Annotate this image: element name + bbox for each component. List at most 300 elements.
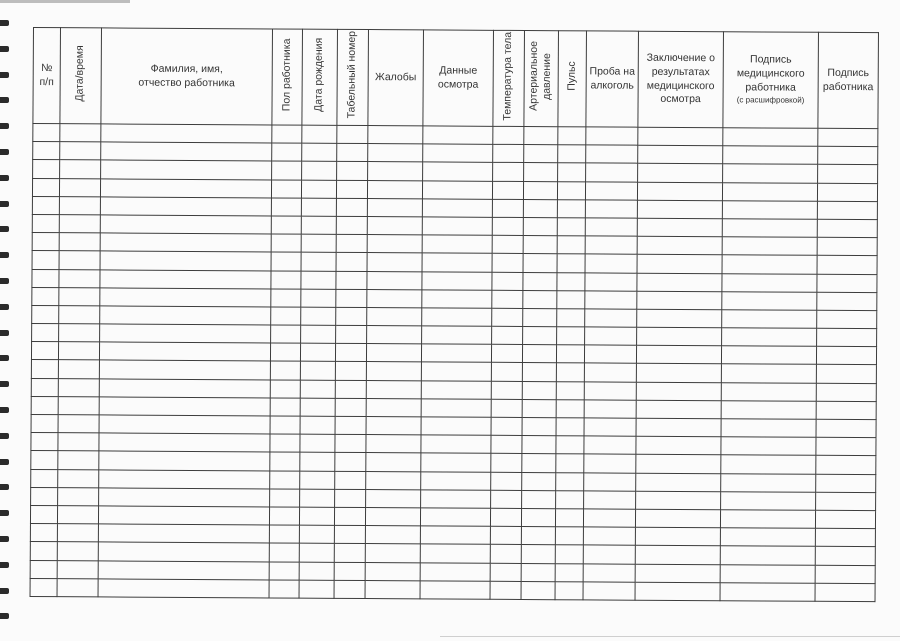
table-cell[interactable] bbox=[31, 396, 58, 414]
table-cell[interactable] bbox=[721, 382, 816, 401]
table-cell[interactable] bbox=[335, 489, 366, 507]
table-cell[interactable] bbox=[422, 199, 492, 218]
table-cell[interactable] bbox=[817, 328, 877, 347]
table-cell[interactable] bbox=[301, 271, 336, 289]
table-cell[interactable] bbox=[555, 563, 583, 581]
table-cell[interactable] bbox=[335, 435, 366, 453]
table-cell[interactable] bbox=[636, 418, 721, 437]
table-cell[interactable] bbox=[366, 362, 421, 381]
table-cell[interactable] bbox=[58, 469, 99, 487]
table-cell[interactable] bbox=[585, 327, 637, 346]
table-cell[interactable] bbox=[491, 381, 522, 399]
table-cell[interactable] bbox=[636, 491, 721, 510]
table-cell[interactable] bbox=[815, 528, 875, 547]
table-cell[interactable] bbox=[99, 342, 270, 361]
table-cell[interactable] bbox=[300, 489, 335, 507]
table-cell[interactable] bbox=[302, 162, 337, 180]
table-cell[interactable] bbox=[57, 578, 98, 596]
table-cell[interactable] bbox=[557, 272, 585, 290]
table-cell[interactable] bbox=[336, 325, 367, 343]
table-cell[interactable] bbox=[722, 328, 817, 347]
table-cell[interactable] bbox=[368, 162, 423, 181]
table-cell[interactable] bbox=[421, 344, 491, 363]
table-cell[interactable] bbox=[98, 579, 269, 598]
table-cell[interactable] bbox=[636, 473, 721, 492]
table-cell[interactable] bbox=[586, 127, 638, 146]
table-cell[interactable] bbox=[302, 143, 337, 161]
table-cell[interactable] bbox=[32, 233, 59, 251]
table-cell[interactable] bbox=[586, 145, 638, 164]
table-cell[interactable] bbox=[59, 196, 100, 214]
table-cell[interactable] bbox=[555, 509, 583, 527]
table-cell[interactable] bbox=[492, 217, 523, 235]
table-cell[interactable] bbox=[100, 306, 271, 325]
table-cell[interactable] bbox=[421, 417, 491, 436]
table-cell[interactable] bbox=[492, 254, 523, 272]
table-cell[interactable] bbox=[32, 214, 59, 232]
table-cell[interactable] bbox=[720, 564, 815, 583]
table-cell[interactable] bbox=[816, 419, 876, 438]
table-cell[interactable] bbox=[60, 142, 101, 160]
table-cell[interactable] bbox=[816, 456, 876, 475]
table-cell[interactable] bbox=[32, 269, 59, 287]
table-cell[interactable] bbox=[721, 455, 816, 474]
table-cell[interactable] bbox=[57, 524, 98, 542]
table-cell[interactable] bbox=[722, 182, 817, 201]
table-cell[interactable] bbox=[423, 144, 493, 163]
table-cell[interactable] bbox=[584, 363, 636, 382]
table-cell[interactable] bbox=[815, 510, 875, 529]
table-cell[interactable] bbox=[585, 254, 637, 273]
table-cell[interactable] bbox=[584, 472, 636, 491]
table-cell[interactable] bbox=[817, 219, 877, 238]
table-cell[interactable] bbox=[817, 274, 877, 293]
table-cell[interactable] bbox=[583, 527, 635, 546]
table-cell[interactable] bbox=[636, 382, 721, 401]
table-cell[interactable] bbox=[492, 235, 523, 253]
table-cell[interactable] bbox=[522, 472, 556, 490]
table-cell[interactable] bbox=[636, 364, 721, 383]
table-cell[interactable] bbox=[335, 416, 366, 434]
table-cell[interactable] bbox=[816, 401, 876, 420]
table-cell[interactable] bbox=[523, 272, 557, 290]
table-cell[interactable] bbox=[335, 362, 366, 380]
table-cell[interactable] bbox=[583, 509, 635, 528]
table-cell[interactable] bbox=[334, 544, 365, 562]
table-cell[interactable] bbox=[521, 508, 555, 526]
table-cell[interactable] bbox=[60, 124, 101, 142]
table-cell[interactable] bbox=[586, 163, 638, 182]
table-cell[interactable] bbox=[367, 253, 422, 272]
table-cell[interactable] bbox=[524, 145, 558, 163]
table-cell[interactable] bbox=[272, 125, 302, 143]
table-cell[interactable] bbox=[335, 453, 366, 471]
table-cell[interactable] bbox=[300, 471, 335, 489]
table-cell[interactable] bbox=[365, 544, 420, 563]
table-cell[interactable] bbox=[585, 200, 637, 219]
table-cell[interactable] bbox=[522, 381, 556, 399]
table-cell[interactable] bbox=[336, 307, 367, 325]
table-cell[interactable] bbox=[269, 543, 299, 561]
table-cell[interactable] bbox=[271, 307, 301, 325]
table-cell[interactable] bbox=[271, 252, 301, 270]
table-cell[interactable] bbox=[817, 310, 877, 329]
table-cell[interactable] bbox=[58, 360, 99, 378]
table-cell[interactable] bbox=[336, 216, 367, 234]
table-cell[interactable] bbox=[557, 254, 585, 272]
table-cell[interactable] bbox=[522, 436, 556, 454]
table-cell[interactable] bbox=[492, 290, 523, 308]
table-cell[interactable] bbox=[422, 235, 492, 254]
table-cell[interactable] bbox=[523, 236, 557, 254]
table-cell[interactable] bbox=[101, 160, 272, 179]
table-cell[interactable] bbox=[366, 344, 421, 363]
table-cell[interactable] bbox=[99, 415, 270, 434]
table-cell[interactable] bbox=[635, 509, 720, 528]
table-cell[interactable] bbox=[366, 398, 421, 417]
table-cell[interactable] bbox=[367, 271, 422, 290]
table-cell[interactable] bbox=[491, 490, 522, 508]
table-cell[interactable] bbox=[584, 491, 636, 510]
table-cell[interactable] bbox=[818, 128, 878, 147]
table-cell[interactable] bbox=[637, 182, 722, 201]
table-cell[interactable] bbox=[31, 469, 58, 487]
table-cell[interactable] bbox=[523, 217, 557, 235]
table-cell[interactable] bbox=[269, 561, 299, 579]
table-cell[interactable] bbox=[490, 526, 521, 544]
table-cell[interactable] bbox=[557, 199, 585, 217]
table-cell[interactable] bbox=[817, 256, 877, 275]
table-cell[interactable] bbox=[270, 434, 300, 452]
table-cell[interactable] bbox=[100, 269, 271, 288]
table-cell[interactable] bbox=[521, 581, 555, 599]
table-cell[interactable] bbox=[365, 507, 420, 526]
table-cell[interactable] bbox=[635, 564, 720, 583]
table-cell[interactable] bbox=[270, 380, 300, 398]
table-cell[interactable] bbox=[334, 525, 365, 543]
table-cell[interactable] bbox=[636, 455, 721, 474]
table-cell[interactable] bbox=[721, 437, 816, 456]
table-cell[interactable] bbox=[492, 308, 523, 326]
table-cell[interactable] bbox=[584, 454, 636, 473]
table-cell[interactable] bbox=[299, 543, 334, 561]
table-cell[interactable] bbox=[59, 233, 100, 251]
table-cell[interactable] bbox=[491, 472, 522, 490]
table-cell[interactable] bbox=[99, 488, 270, 507]
table-cell[interactable] bbox=[493, 126, 524, 144]
table-cell[interactable] bbox=[720, 546, 815, 565]
table-cell[interactable] bbox=[98, 560, 269, 579]
table-cell[interactable] bbox=[523, 327, 557, 345]
table-cell[interactable] bbox=[98, 542, 269, 561]
table-cell[interactable] bbox=[271, 289, 301, 307]
table-cell[interactable] bbox=[300, 398, 335, 416]
table-cell[interactable] bbox=[723, 164, 818, 183]
table-cell[interactable] bbox=[491, 454, 522, 472]
table-cell[interactable] bbox=[98, 506, 269, 525]
table-cell[interactable] bbox=[269, 507, 299, 525]
table-cell[interactable] bbox=[638, 127, 723, 146]
table-cell[interactable] bbox=[101, 142, 272, 161]
table-cell[interactable] bbox=[367, 289, 422, 308]
table-cell[interactable] bbox=[334, 507, 365, 525]
table-cell[interactable] bbox=[490, 563, 521, 581]
table-cell[interactable] bbox=[584, 418, 636, 437]
table-cell[interactable] bbox=[524, 163, 558, 181]
table-cell[interactable] bbox=[637, 291, 722, 310]
table-cell[interactable] bbox=[31, 342, 58, 360]
table-cell[interactable] bbox=[301, 325, 336, 343]
table-cell[interactable] bbox=[301, 289, 336, 307]
table-cell[interactable] bbox=[817, 237, 877, 256]
table-cell[interactable] bbox=[523, 290, 557, 308]
table-cell[interactable] bbox=[57, 560, 98, 578]
table-cell[interactable] bbox=[522, 399, 556, 417]
table-cell[interactable] bbox=[817, 183, 877, 202]
table-cell[interactable] bbox=[585, 218, 637, 237]
table-cell[interactable] bbox=[522, 454, 556, 472]
table-cell[interactable] bbox=[271, 234, 301, 252]
table-cell[interactable] bbox=[583, 582, 635, 601]
table-cell[interactable] bbox=[558, 163, 586, 181]
table-cell[interactable] bbox=[557, 309, 585, 327]
table-cell[interactable] bbox=[521, 545, 555, 563]
table-cell[interactable] bbox=[421, 381, 491, 400]
table-cell[interactable] bbox=[421, 435, 491, 454]
table-cell[interactable] bbox=[491, 363, 522, 381]
table-cell[interactable] bbox=[637, 273, 722, 292]
table-cell[interactable] bbox=[366, 453, 421, 472]
table-cell[interactable] bbox=[270, 471, 300, 489]
table-cell[interactable] bbox=[816, 437, 876, 456]
table-cell[interactable] bbox=[636, 345, 721, 364]
table-cell[interactable] bbox=[422, 180, 492, 199]
table-cell[interactable] bbox=[815, 583, 875, 602]
table-cell[interactable] bbox=[637, 327, 722, 346]
table-cell[interactable] bbox=[422, 290, 492, 309]
table-cell[interactable] bbox=[58, 342, 99, 360]
table-cell[interactable] bbox=[421, 490, 491, 509]
table-cell[interactable] bbox=[722, 237, 817, 256]
table-cell[interactable] bbox=[58, 396, 99, 414]
table-cell[interactable] bbox=[557, 290, 585, 308]
table-cell[interactable] bbox=[423, 126, 493, 145]
table-cell[interactable] bbox=[722, 255, 817, 274]
table-cell[interactable] bbox=[33, 160, 60, 178]
table-cell[interactable] bbox=[638, 145, 723, 164]
table-cell[interactable] bbox=[367, 307, 422, 326]
table-cell[interactable] bbox=[635, 546, 720, 565]
table-cell[interactable] bbox=[523, 181, 557, 199]
table-cell[interactable] bbox=[335, 398, 366, 416]
table-cell[interactable] bbox=[422, 271, 492, 290]
table-cell[interactable] bbox=[420, 526, 490, 545]
table-cell[interactable] bbox=[721, 346, 816, 365]
table-cell[interactable] bbox=[337, 162, 368, 180]
table-cell[interactable] bbox=[272, 143, 302, 161]
table-cell[interactable] bbox=[421, 362, 491, 381]
table-cell[interactable] bbox=[722, 200, 817, 219]
table-cell[interactable] bbox=[422, 253, 492, 272]
table-cell[interactable] bbox=[556, 436, 584, 454]
table-cell[interactable] bbox=[336, 289, 367, 307]
table-cell[interactable] bbox=[365, 580, 420, 599]
table-cell[interactable] bbox=[584, 381, 636, 400]
table-cell[interactable] bbox=[367, 180, 422, 199]
table-cell[interactable] bbox=[32, 178, 59, 196]
table-cell[interactable] bbox=[555, 527, 583, 545]
table-cell[interactable] bbox=[524, 127, 558, 145]
table-cell[interactable] bbox=[300, 453, 335, 471]
table-cell[interactable] bbox=[521, 563, 555, 581]
table-cell[interactable] bbox=[815, 547, 875, 566]
table-cell[interactable] bbox=[723, 146, 818, 165]
table-cell[interactable] bbox=[302, 125, 337, 143]
table-cell[interactable] bbox=[336, 180, 367, 198]
table-cell[interactable] bbox=[272, 161, 302, 179]
table-cell[interactable] bbox=[818, 146, 878, 165]
table-cell[interactable] bbox=[30, 578, 57, 596]
table-cell[interactable] bbox=[60, 160, 101, 178]
table-cell[interactable] bbox=[556, 381, 584, 399]
table-cell[interactable] bbox=[336, 271, 367, 289]
table-cell[interactable] bbox=[421, 471, 491, 490]
table-cell[interactable] bbox=[584, 400, 636, 419]
table-cell[interactable] bbox=[334, 580, 365, 598]
table-cell[interactable] bbox=[269, 525, 299, 543]
table-cell[interactable] bbox=[637, 200, 722, 219]
table-cell[interactable] bbox=[58, 378, 99, 396]
table-cell[interactable] bbox=[336, 253, 367, 271]
table-cell[interactable] bbox=[335, 471, 366, 489]
table-cell[interactable] bbox=[31, 433, 58, 451]
table-cell[interactable] bbox=[30, 560, 57, 578]
table-cell[interactable] bbox=[366, 380, 421, 399]
table-cell[interactable] bbox=[721, 419, 816, 438]
table-cell[interactable] bbox=[100, 197, 271, 216]
table-cell[interactable] bbox=[585, 181, 637, 200]
table-cell[interactable] bbox=[335, 380, 366, 398]
table-cell[interactable] bbox=[491, 399, 522, 417]
table-cell[interactable] bbox=[817, 292, 877, 311]
table-cell[interactable] bbox=[366, 435, 421, 454]
table-cell[interactable] bbox=[583, 563, 635, 582]
table-cell[interactable] bbox=[299, 525, 334, 543]
table-cell[interactable] bbox=[335, 344, 366, 362]
table-cell[interactable] bbox=[32, 305, 59, 323]
table-cell[interactable] bbox=[59, 269, 100, 287]
table-cell[interactable] bbox=[493, 144, 524, 162]
table-cell[interactable] bbox=[721, 401, 816, 420]
table-cell[interactable] bbox=[100, 324, 271, 343]
table-cell[interactable] bbox=[492, 199, 523, 217]
table-cell[interactable] bbox=[422, 217, 492, 236]
table-cell[interactable] bbox=[523, 199, 557, 217]
table-cell[interactable] bbox=[30, 524, 57, 542]
table-cell[interactable] bbox=[33, 124, 60, 142]
table-cell[interactable] bbox=[521, 527, 555, 545]
table-cell[interactable] bbox=[365, 526, 420, 545]
table-cell[interactable] bbox=[59, 178, 100, 196]
table-cell[interactable] bbox=[100, 215, 271, 234]
table-cell[interactable] bbox=[336, 234, 367, 252]
table-cell[interactable] bbox=[585, 236, 637, 255]
table-cell[interactable] bbox=[99, 379, 270, 398]
table-cell[interactable] bbox=[367, 235, 422, 254]
table-cell[interactable] bbox=[99, 433, 270, 452]
table-cell[interactable] bbox=[367, 198, 422, 217]
table-cell[interactable] bbox=[722, 219, 817, 238]
table-cell[interactable] bbox=[31, 487, 58, 505]
table-cell[interactable] bbox=[492, 181, 523, 199]
table-cell[interactable] bbox=[492, 326, 523, 344]
table-cell[interactable] bbox=[492, 272, 523, 290]
table-cell[interactable] bbox=[99, 397, 270, 416]
table-cell[interactable] bbox=[420, 581, 490, 600]
table-cell[interactable] bbox=[368, 144, 423, 163]
table-cell[interactable] bbox=[585, 309, 637, 328]
table-cell[interactable] bbox=[337, 144, 368, 162]
table-cell[interactable] bbox=[817, 201, 877, 220]
table-cell[interactable] bbox=[301, 216, 336, 234]
table-cell[interactable] bbox=[584, 436, 636, 455]
table-cell[interactable] bbox=[420, 508, 490, 527]
table-cell[interactable] bbox=[491, 435, 522, 453]
table-cell[interactable] bbox=[301, 180, 336, 198]
table-cell[interactable] bbox=[31, 414, 58, 432]
table-cell[interactable] bbox=[422, 326, 492, 345]
table-cell[interactable] bbox=[635, 582, 720, 601]
table-cell[interactable] bbox=[637, 236, 722, 255]
table-cell[interactable] bbox=[720, 510, 815, 529]
table-cell[interactable] bbox=[58, 433, 99, 451]
table-cell[interactable] bbox=[271, 325, 301, 343]
table-cell[interactable] bbox=[300, 434, 335, 452]
table-cell[interactable] bbox=[723, 128, 818, 147]
table-cell[interactable] bbox=[721, 491, 816, 510]
table-cell[interactable] bbox=[816, 347, 876, 366]
table-cell[interactable] bbox=[58, 451, 99, 469]
table-cell[interactable] bbox=[299, 562, 334, 580]
table-cell[interactable] bbox=[269, 580, 299, 598]
table-cell[interactable] bbox=[366, 471, 421, 490]
table-cell[interactable] bbox=[100, 233, 271, 252]
table-cell[interactable] bbox=[300, 380, 335, 398]
table-cell[interactable] bbox=[558, 127, 586, 145]
table-cell[interactable] bbox=[367, 326, 422, 345]
table-cell[interactable] bbox=[32, 324, 59, 342]
table-cell[interactable] bbox=[270, 398, 300, 416]
table-cell[interactable] bbox=[334, 562, 365, 580]
table-cell[interactable] bbox=[722, 273, 817, 292]
table-cell[interactable] bbox=[31, 360, 58, 378]
table-cell[interactable] bbox=[271, 216, 301, 234]
table-cell[interactable] bbox=[636, 400, 721, 419]
table-cell[interactable] bbox=[337, 125, 368, 143]
table-cell[interactable] bbox=[421, 453, 491, 472]
table-cell[interactable] bbox=[420, 562, 490, 581]
table-cell[interactable] bbox=[490, 508, 521, 526]
table-cell[interactable] bbox=[636, 436, 721, 455]
table-cell[interactable] bbox=[270, 361, 300, 379]
table-cell[interactable] bbox=[522, 363, 556, 381]
table-cell[interactable] bbox=[584, 345, 636, 364]
table-cell[interactable] bbox=[299, 580, 334, 598]
table-cell[interactable] bbox=[816, 474, 876, 493]
table-cell[interactable] bbox=[365, 562, 420, 581]
table-cell[interactable] bbox=[58, 487, 99, 505]
table-cell[interactable] bbox=[637, 218, 722, 237]
